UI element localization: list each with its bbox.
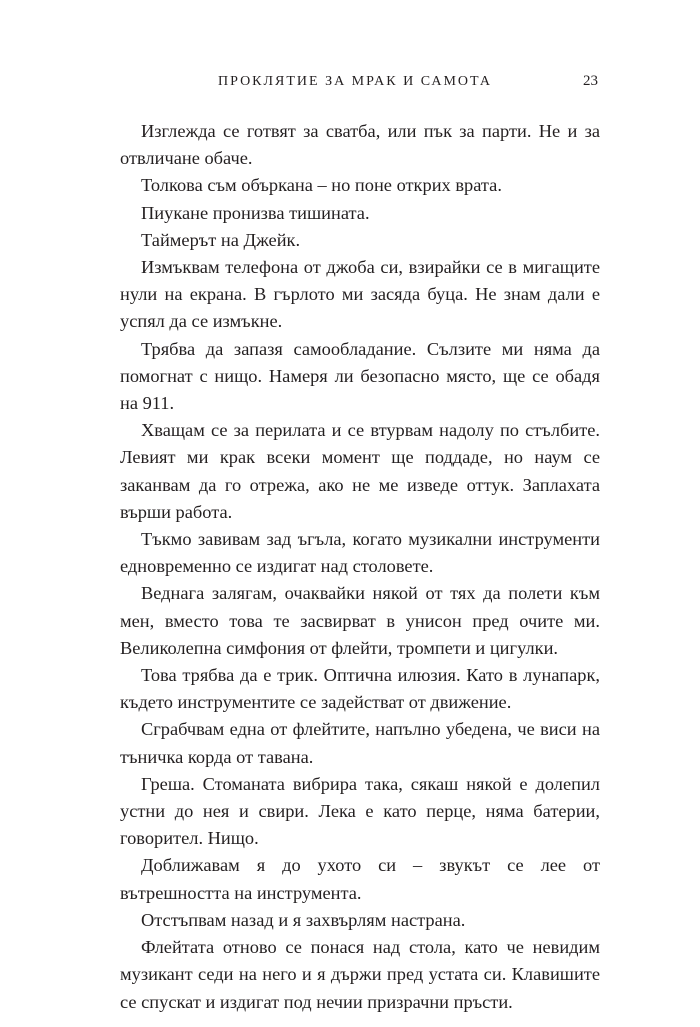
paragraph: Пиукане пронизва тишината. xyxy=(141,202,370,223)
paragraph: Хващам се за перилата и се втурвам надолу по стълбите. Левият ми крак всеки момент ще поддаде, но наум се заканвам да го отрежа, ако не ме изведе оттук. Заплахата върши работа. xyxy=(120,420,600,522)
paragraph: Веднага залягам, очаквайки някой от тях да полети към мен, вместо това те засвирват в унисон пред очите ми. Великолепна симфония от флейти, тромпети и цигулки. xyxy=(120,583,600,658)
body-text xyxy=(120,118,600,1016)
page-number: 23 xyxy=(583,73,598,89)
running-title: ПРОКЛЯТИЕ ЗА МРАК И САМОТА xyxy=(218,74,492,89)
paragraph: Измъквам телефона от джоба си, взирайки се в мигащите нули на екрана. В гърлото ми засяда буца. Не знам дали е успял да се измъкне. xyxy=(120,257,600,332)
running-head xyxy=(218,73,598,95)
paragraph: Таймерът на Джейк. xyxy=(141,229,301,250)
paragraph: Тъкмо завивам зад ъгъла, когато музикални инструменти едновременно се издигат над столовете. xyxy=(120,529,600,577)
paragraph: Отстъпвам назад и я захвърлям настрана. xyxy=(141,909,466,930)
paragraph: Сграбчвам една от флейтите, напълно убедена, че виси на тъничка корда от тавана. xyxy=(120,719,600,767)
paragraph: Това трябва да е трик. Оптична илюзия. Като в лунапарк, където инструментите се задействат от движение. xyxy=(120,665,600,713)
paragraph: Изглежда се готвят за сватба, или пък за парти. Не и за отвличане обаче. xyxy=(120,121,600,169)
paragraph: Трябва да запазя самообладание. Сълзите ми няма да помогнат с нищо. Намеря ли безопасно място, ще се обадя на 911. xyxy=(120,338,600,414)
paragraph: Толкова съм объркана – но поне открих врата. xyxy=(141,175,502,196)
paragraph: Доближавам я до ухото си – звукът се лее от вътрешността на инструмента. xyxy=(120,855,600,903)
paragraph: Флейтата отново се понася над стола, като че невидим музикант седи на него и я държи пред устата си. Клавишите се спускат и издигат под нечии призрачни пръсти. xyxy=(120,937,600,1012)
paragraph: Греша. Стоманата вибрира така, сякаш някой е долепил устни до нея и свири. Лека е като перце, няма батерии, говорител. Нищо. xyxy=(120,773,600,849)
